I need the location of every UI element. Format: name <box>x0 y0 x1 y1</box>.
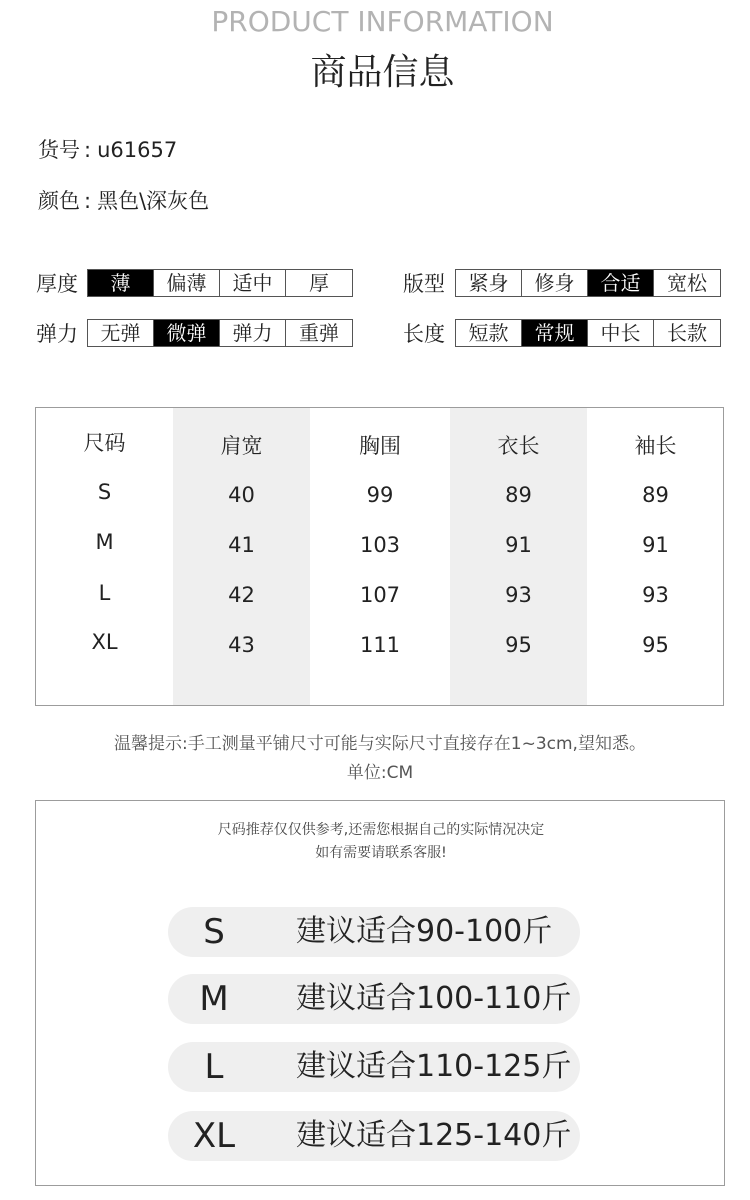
table-cell: 89 <box>642 483 669 507</box>
table-cell: 40 <box>228 483 255 507</box>
elasticity-option: 重弹 <box>286 320 352 346</box>
fit-option: 修身 <box>522 270 588 296</box>
color-value: 黑色\深灰色 <box>97 189 210 213</box>
elasticity-label: 弹力 <box>36 322 78 346</box>
table-cell: 95 <box>505 633 532 657</box>
fit-label: 版型 <box>403 272 445 296</box>
recommendation-note: 尺码推荐仅仅供参考,还需您根据自己的实际情况决定 <box>217 822 545 838</box>
color-separator: : <box>84 189 92 213</box>
thickness-option: 偏薄 <box>154 270 220 296</box>
item-number-separator: : <box>84 138 92 162</box>
elasticity-option: 无弹 <box>88 320 154 346</box>
recommendation-weight: 建议适合125-140斤 <box>296 1118 572 1153</box>
contact-service-note: 如有需要请联系客服! <box>315 845 447 861</box>
table-cell: 95 <box>642 633 669 657</box>
table-cell: 93 <box>642 583 669 607</box>
length-option: 短款 <box>456 320 522 346</box>
thickness-option: 薄 <box>88 270 154 296</box>
length-option: 常规 <box>522 320 588 346</box>
table-cell: 42 <box>228 583 255 607</box>
recommendation-weight: 建议适合90-100斤 <box>296 914 553 949</box>
thickness-label: 厚度 <box>36 272 78 296</box>
table-cell: 111 <box>359 633 401 657</box>
recommendation-size: S <box>203 912 225 952</box>
item-number-line <box>38 136 177 164</box>
size-recommendation-box <box>35 800 725 1186</box>
elasticity-scale <box>87 319 353 347</box>
size-table <box>35 407 724 706</box>
color-line <box>38 187 209 215</box>
table-header-cell: 衣长 <box>497 434 540 458</box>
table-header-cell: 胸围 <box>359 434 401 458</box>
table-cell: 99 <box>366 483 394 507</box>
recommendation-size: M <box>199 979 229 1019</box>
recommendation-weight: 建议适合100-110斤 <box>296 981 572 1016</box>
table-cell: 89 <box>505 483 532 507</box>
recommendation-item <box>168 1042 580 1092</box>
table-header-cell: 肩宽 <box>220 434 263 458</box>
item-number-label: 货号 <box>38 138 80 162</box>
color-label: 颜色 <box>38 189 80 213</box>
table-cell: S <box>97 480 112 504</box>
table-cell: 43 <box>228 633 255 657</box>
recommendation-size: L <box>204 1047 224 1087</box>
table-cell: L <box>98 581 111 605</box>
recommendation-item <box>168 1111 580 1161</box>
recommendation-size: XL <box>192 1116 236 1156</box>
elasticity-option: 弹力 <box>220 320 286 346</box>
table-header-cell: 袖长 <box>634 434 677 458</box>
table-cell: 41 <box>228 533 255 557</box>
fit-option: 宽松 <box>654 270 720 296</box>
table-cell: 93 <box>505 583 532 607</box>
length-option: 长款 <box>654 320 720 346</box>
fit-option: 合适 <box>588 270 654 296</box>
title-cn: 商品信息 <box>310 52 455 93</box>
thickness-option: 适中 <box>220 270 286 296</box>
table-header-cell: 尺码 <box>83 431 126 455</box>
recommendation-item <box>168 907 580 957</box>
table-cell: 91 <box>642 533 669 557</box>
length-option: 中长 <box>588 320 654 346</box>
elasticity-option: 微弹 <box>154 320 220 346</box>
fit-scale <box>455 269 721 297</box>
fit-option: 紧身 <box>456 270 522 296</box>
thickness-option: 厚 <box>286 270 352 296</box>
table-cell: XL <box>91 630 118 654</box>
table-cell: 103 <box>359 533 401 557</box>
table-cell: 91 <box>505 533 532 557</box>
length-scale <box>455 319 721 347</box>
unit-note: 单位:CM <box>346 763 414 783</box>
measurement-tip: 温馨提示:手工测量平铺尺寸可能与实际尺寸直接存在1~3cm,望知悉。 <box>114 734 646 754</box>
thickness-scale <box>87 269 353 297</box>
table-cell: M <box>95 530 114 554</box>
recommendation-item <box>168 974 580 1024</box>
length-label: 长度 <box>403 322 445 346</box>
recommendation-weight: 建议适合110-125斤 <box>296 1049 572 1084</box>
item-number-value: u61657 <box>97 138 178 162</box>
table-cell: 107 <box>359 583 401 607</box>
title-en: PRODUCT INFORMATION <box>211 5 554 38</box>
